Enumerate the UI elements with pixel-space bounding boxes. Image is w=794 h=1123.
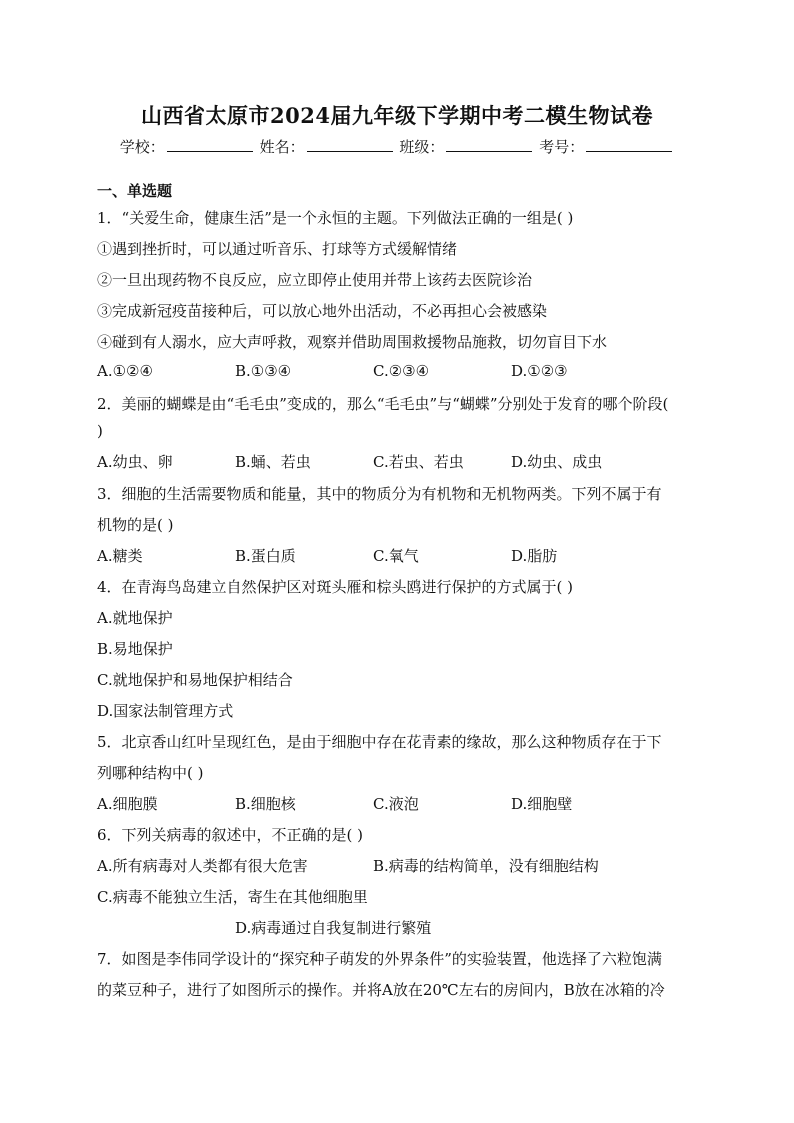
q1-statement-3: ③完成新冠疫苗接种后，可以放心地外出活动，不必再担心会被感染 [97, 302, 548, 320]
q4-option-d: D.国家法制管理方式 [97, 702, 234, 720]
q1-option-d: D.①②③ [511, 362, 568, 380]
number-label: 考号： [539, 138, 585, 156]
q1-option-c: C.②③④ [373, 362, 430, 380]
q6-option-b: B.病毒的结构简单，没有细胞结构 [373, 857, 599, 875]
section-heading: 一、单选题 [97, 182, 173, 200]
q1-statement-4: ④碰到有人溺水，应大声呼救，观察并借助周围救援物品施救，切勿盲目下水 [97, 333, 608, 351]
q4-option-b: B.易地保护 [97, 640, 173, 658]
q4-option-c: C.就地保护和易地保护相结合 [97, 671, 293, 689]
q5-option-d: D.细胞壁 [511, 795, 573, 813]
name-blank[interactable] [307, 137, 393, 152]
school-blank[interactable] [167, 137, 253, 152]
q3-option-d: D.脂肪 [511, 547, 558, 565]
q3-option-b: B.蛋白质 [235, 547, 296, 565]
name-label: 姓名： [259, 138, 305, 156]
q3-stem-continued: 机物的是( ) [97, 516, 174, 534]
q2-option-d: D.幼虫、成虫 [511, 453, 603, 471]
q1-option-b: B.①③④ [235, 362, 292, 380]
q2-option-b: B.蛹、若虫 [235, 453, 311, 471]
q2-option-a: A.幼虫、卵 [97, 453, 173, 471]
school-label: 学校： [119, 138, 165, 156]
class-blank[interactable] [446, 137, 532, 152]
q1-statement-2: ②一旦出现药物不良反应，应立即停止使用并带上该药去医院诊治 [97, 271, 533, 289]
q3-option-c: C.氧气 [373, 547, 419, 565]
q6-option-c: C.病毒不能独立生活，寄生在其他细胞里 [97, 888, 368, 906]
q5-option-c: C.液泡 [373, 795, 419, 813]
q6-option-d: D.病毒通过自我复制进行繁殖 [235, 919, 432, 937]
q6-stem: 6．下列关病毒的叙述中，不正确的是( ) [97, 826, 364, 844]
q7-stem-continued: 的菜豆种子，进行了如图所示的操作。并将A放在20℃左右的房间内，B放在冰箱的冷 [97, 981, 665, 999]
q5-stem-continued: 列哪种结构中( ) [97, 764, 204, 782]
q2-stem: 2．美丽的蝴蝶是由“毛毛虫”变成的，那么“毛毛虫”与“蝴蝶”分别处于发育的哪个阶段( [97, 395, 669, 413]
q2-option-c: C.若虫、若虫 [373, 453, 464, 471]
q2-stem-continued: ) [97, 422, 103, 440]
q3-stem: 3．细胞的生活需要物质和能量，其中的物质分为有机物和无机物两类。下列不属于有 [97, 485, 662, 503]
class-label: 班级： [399, 138, 445, 156]
q4-stem: 4．在青海鸟岛建立自然保护区对斑头雁和棕头鸥进行保护的方式属于( ) [97, 578, 574, 596]
exam-title: 山西省太原市2024届九年级下学期中考二模生物试卷 [141, 103, 653, 128]
q1-option-a: A.①②④ [97, 362, 153, 380]
q6-option-a: A.所有病毒对人类都有很大危害 [97, 857, 308, 875]
q5-stem: 5．北京香山红叶呈现红色，是由于细胞中存在花青素的缘故，那么这种物质存在于下 [97, 733, 662, 751]
number-blank[interactable] [586, 137, 672, 152]
q7-stem: 7．如图是李伟同学设计的“探究种子萌发的外界条件”的实验装置，他选择了六粒饱满 [97, 950, 662, 968]
q4-option-a: A.就地保护 [97, 609, 173, 627]
q5-option-b: B.细胞核 [235, 795, 296, 813]
q3-option-a: A.糖类 [97, 547, 143, 565]
student-info-line [0, 136, 794, 157]
q1-stem: 1．“关爱生命，健康生活”是一个永恒的主题。下列做法正确的一组是( ) [97, 209, 574, 227]
q5-option-a: A.细胞膜 [97, 795, 158, 813]
q1-statement-1: ①遇到挫折时，可以通过听音乐、打球等方式缓解情绪 [97, 240, 458, 258]
